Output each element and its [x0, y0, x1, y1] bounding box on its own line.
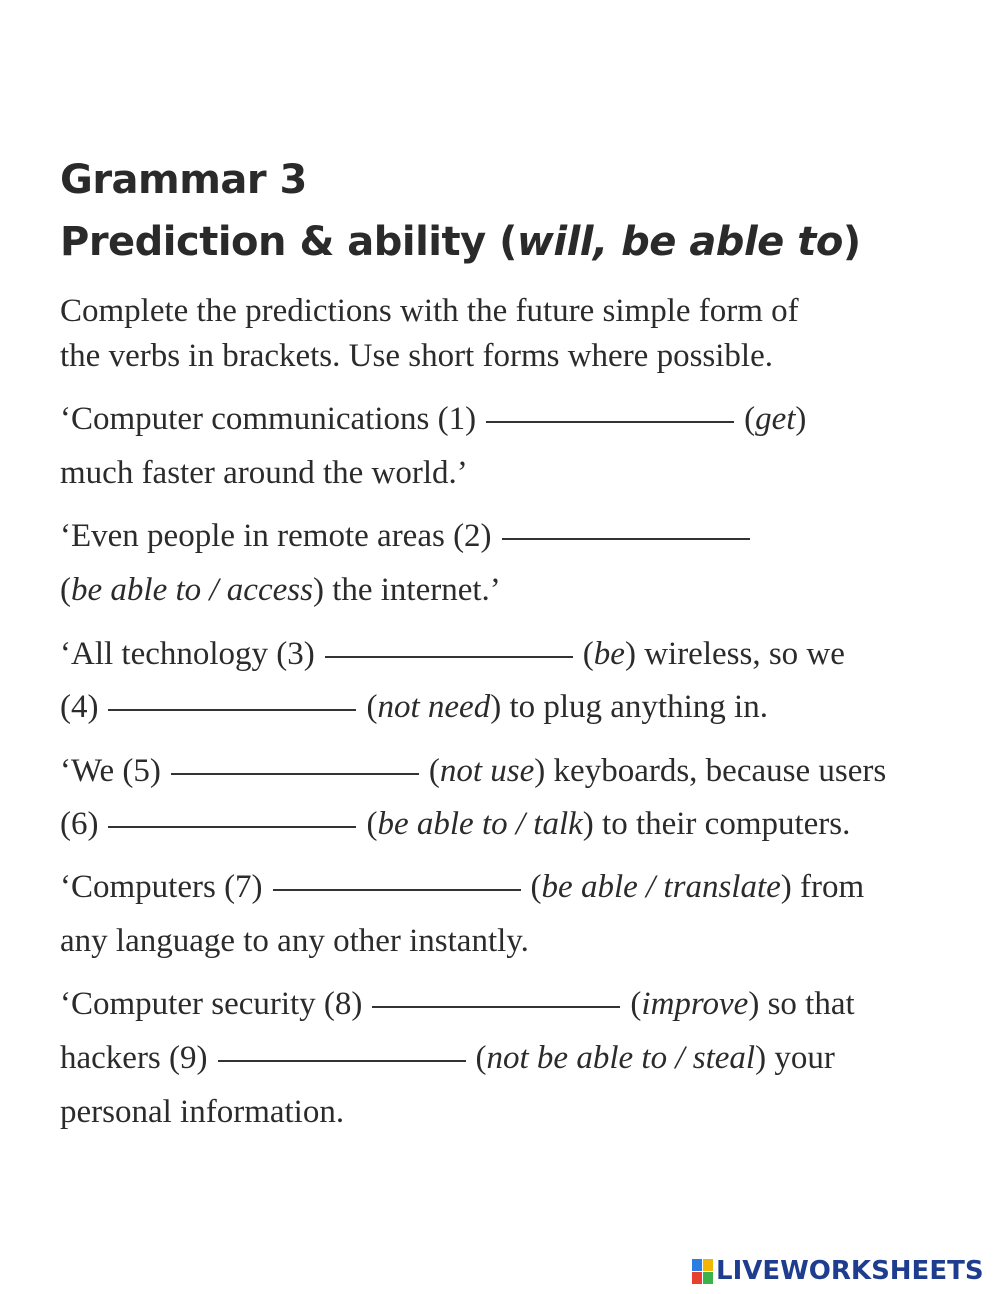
liveworksheets-logo-icon: [692, 1259, 713, 1284]
prediction-6-after: to their computers.: [593, 806, 851, 842]
verb-hint-8: improve: [641, 986, 749, 1022]
prediction-7-text: ‘Computers (7): [60, 869, 263, 905]
prediction-9-after: your: [766, 1040, 835, 1076]
verb-hint-4: not need: [377, 689, 491, 725]
prediction-7-after: from: [791, 869, 865, 905]
prediction-1-line: ‘Computer communications (1) (get): [60, 401, 807, 437]
page-title: Grammar 3: [60, 157, 307, 203]
verb-hint-5: not use: [439, 753, 535, 789]
prediction-1-text: ‘Computer communications (1): [60, 401, 477, 437]
prediction-2-text: ‘Even people in remote areas (2): [60, 518, 492, 554]
prediction-7-line: ‘Computers (7) (be able / translate) from: [60, 869, 865, 905]
prediction-3-text: ‘All technology (3): [60, 636, 315, 672]
verb-hint-1: get: [755, 401, 796, 437]
prediction-6-text: (6): [60, 806, 99, 842]
prediction-2-continuation: (be able to / access) the internet.’: [60, 572, 501, 608]
prediction-7-continuation: any language to any other instantly.: [60, 923, 529, 959]
answer-blank-6[interactable]: [108, 826, 356, 828]
answer-blank-3[interactable]: [325, 656, 573, 658]
subtitle-prefix: Prediction & ability (: [60, 219, 517, 265]
answer-blank-5[interactable]: [171, 773, 419, 775]
prediction-3-after: wireless, so we: [635, 636, 845, 672]
instruction-line-1: Complete the predictions with the future simple form of: [60, 293, 799, 329]
verb-hint-9: not be able to / steal: [486, 1040, 756, 1076]
prediction-4-line: (4) (not need) to plug anything in.: [60, 689, 768, 725]
verb-hint-3: be: [593, 636, 625, 672]
prediction-8-text: ‘Computer security (8): [60, 986, 363, 1022]
prediction-2-line: [60, 520, 760, 553]
prediction-3-line: ‘All technology (3) (be) wireless, so we: [60, 636, 845, 672]
prediction-5-text: ‘We (5): [60, 753, 161, 789]
prediction-9-text: hackers (9): [60, 1040, 208, 1076]
prediction-5-after: keyboards, because users: [545, 753, 887, 789]
subtitle-suffix: ): [842, 219, 861, 265]
verb-hint-7: be able / translate: [541, 869, 781, 905]
verb-hint-2: be able to / access: [71, 572, 313, 608]
verb-hint-6: be able to / talk: [377, 806, 583, 842]
prediction-2-after: the internet.’: [323, 572, 501, 608]
prediction-5-line: ‘We (5) (not use) keyboards, because users: [60, 753, 887, 789]
answer-blank-4[interactable]: [108, 709, 356, 711]
prediction-9-line: hackers (9) (not be able to / steal) your: [60, 1040, 835, 1076]
prediction-6-line: (6) (be able to / talk) to their computers.: [60, 806, 851, 842]
instruction-line-2: the verbs in brackets. Use short forms where possible.: [60, 338, 773, 374]
liveworksheets-logo: [692, 1256, 984, 1286]
prediction-4-text: (4): [60, 689, 99, 725]
answer-blank-2[interactable]: [502, 538, 750, 540]
subtitle-italic: will, be able to: [516, 219, 843, 265]
prediction-9-continuation: personal information.: [60, 1094, 345, 1130]
answer-blank-8[interactable]: [372, 1006, 620, 1008]
prediction-1-continuation: much faster around the world.’: [60, 455, 468, 491]
brand-name: LIVEWORKSHEETS: [716, 1256, 984, 1286]
answer-blank-1[interactable]: [486, 421, 734, 423]
answer-blank-9[interactable]: [218, 1060, 466, 1062]
prediction-8-line: ‘Computer security (8) (improve) so that: [60, 986, 855, 1022]
answer-blank-7[interactable]: [273, 889, 521, 891]
prediction-8-after: so that: [759, 986, 855, 1022]
prediction-4-after: to plug anything in.: [501, 689, 768, 725]
page-subtitle: [60, 219, 861, 265]
